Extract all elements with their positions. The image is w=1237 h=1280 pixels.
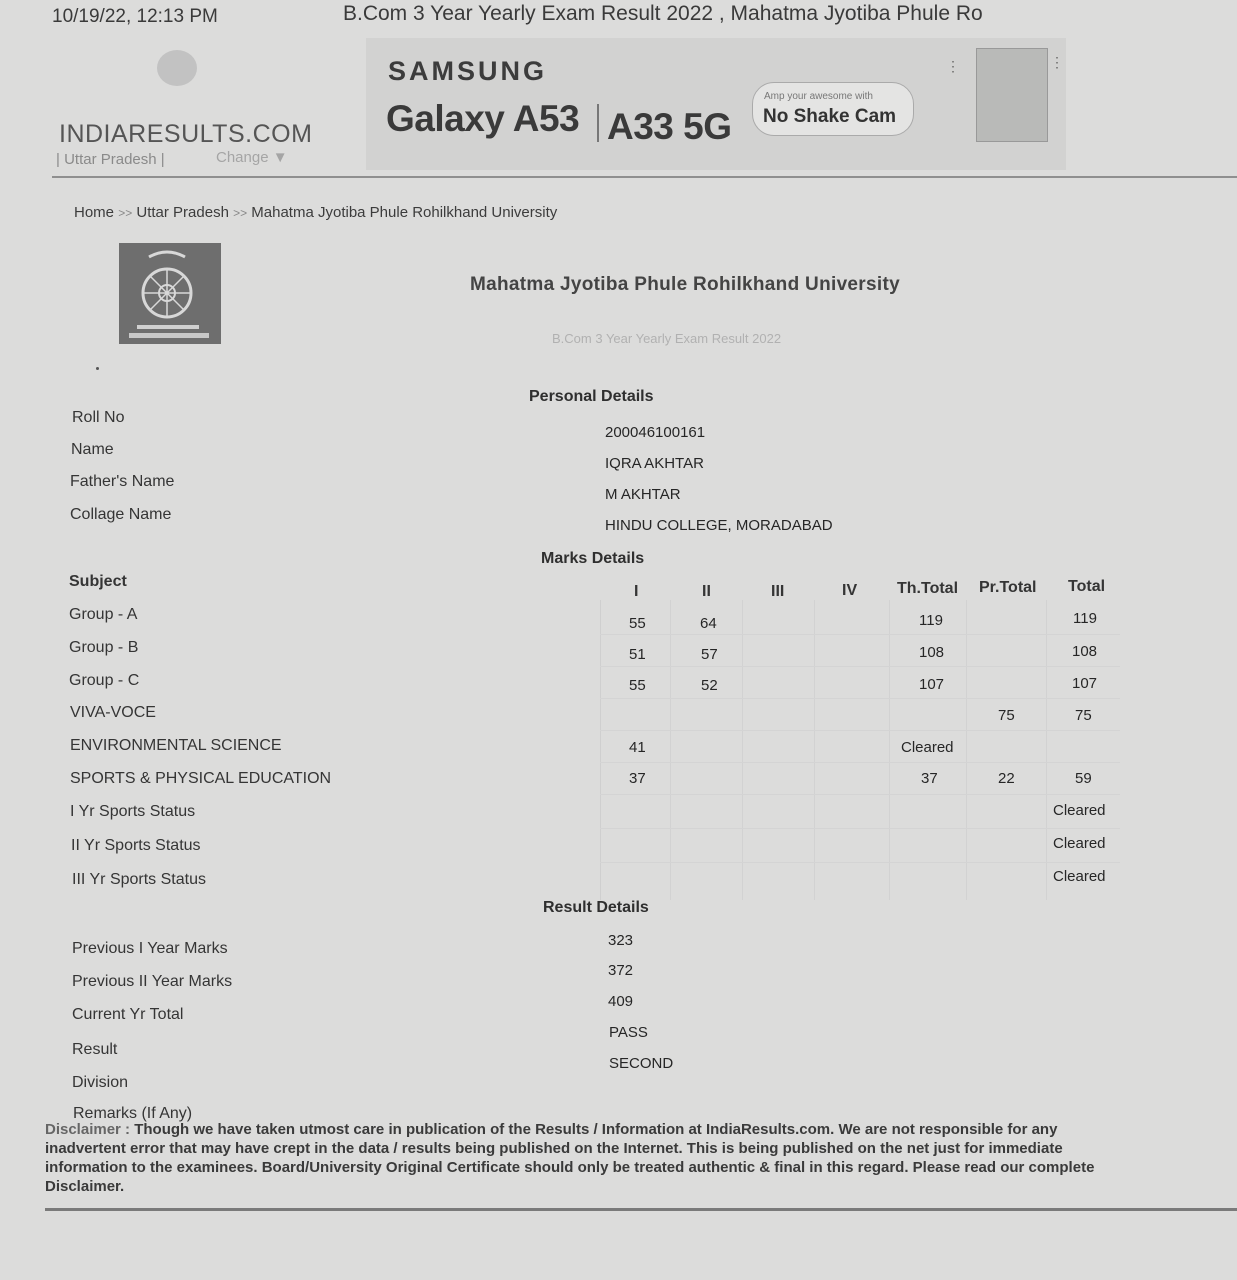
grid-hline bbox=[600, 862, 1120, 863]
breadcrumb bbox=[74, 204, 557, 221]
name-value: IQRA AKHTAR bbox=[605, 455, 704, 472]
result-details-heading: Result Details bbox=[543, 899, 649, 916]
prev-year-1-value: 323 bbox=[608, 932, 634, 949]
ad-model-b: A33 5G bbox=[607, 106, 732, 147]
division-label: Division bbox=[72, 1074, 129, 1091]
breadcrumb-state[interactable]: Uttar Pradesh bbox=[136, 204, 229, 221]
mark-cell: 107 bbox=[919, 676, 945, 693]
ad-tagline: Amp your awesome with bbox=[764, 91, 873, 102]
grid-hline bbox=[600, 698, 1120, 699]
mark-cell: 64 bbox=[700, 615, 717, 632]
mark-cell: Cleared bbox=[1053, 868, 1106, 885]
university-seal-logo bbox=[119, 243, 221, 344]
breadcrumb-university[interactable]: Mahatma Jyotiba Phule Rohilkhand University bbox=[251, 204, 558, 221]
mark-cell: Cleared bbox=[901, 739, 954, 756]
subject-name: VIVA-VOCE bbox=[70, 704, 156, 721]
column-header-pr-total: Pr.Total bbox=[979, 579, 1037, 596]
mark-cell: Cleared bbox=[1053, 802, 1106, 819]
column-header-iv: IV bbox=[842, 582, 858, 599]
mark-cell: 55 bbox=[629, 677, 646, 694]
mark-cell: 119 bbox=[919, 612, 943, 629]
marks-grid bbox=[600, 600, 1121, 900]
subject-name: Group - B bbox=[69, 639, 139, 656]
grid-vline bbox=[670, 600, 671, 900]
print-doc-title: B.Com 3 Year Yearly Exam Result 2022 , Mahatma Jyotiba Phule Ro bbox=[343, 2, 983, 25]
mark-cell: 22 bbox=[998, 770, 1015, 787]
subject-name: II Yr Sports Status bbox=[71, 837, 201, 854]
breadcrumb-separator-2: >> bbox=[233, 206, 248, 220]
mark-cell: 52 bbox=[701, 677, 718, 694]
mark-cell: 75 bbox=[1075, 707, 1092, 724]
subject-name: ENVIRONMENTAL SCIENCE bbox=[70, 737, 282, 754]
disclaimer-text: Though we have taken utmost care in publication of the Results / Information at IndiaResults.com. We are not responsible for any inadvertent error that may have crept in the data / results being published on the Internet. This is being published on the net just for immediate information to the examinees. Board/University Original Certificate should only be treated authentic & final in this regard. Please read our complete Disclaimer. bbox=[45, 1121, 1095, 1195]
header-divider bbox=[52, 176, 1237, 178]
footer-divider bbox=[45, 1208, 1237, 1211]
mark-cell: 75 bbox=[998, 707, 1015, 724]
result-label: Result bbox=[72, 1041, 118, 1058]
grid-vline bbox=[966, 600, 967, 900]
state-label: | Uttar Pradesh | bbox=[56, 151, 165, 168]
change-state-link[interactable]: Change ▼ bbox=[216, 149, 288, 166]
mark-cell: 59 bbox=[1075, 770, 1092, 787]
column-header-ii: II bbox=[702, 583, 711, 600]
grid-hline bbox=[600, 634, 1120, 635]
college-name-value: HINDU COLLEGE, MORADABAD bbox=[605, 517, 833, 534]
subject-name: Group - A bbox=[69, 606, 138, 623]
grid-hline bbox=[600, 762, 1120, 763]
mark-cell: 37 bbox=[629, 770, 646, 787]
column-header-iii: III bbox=[771, 583, 785, 600]
current-total-value: 409 bbox=[608, 993, 634, 1010]
ad-brand: SAMSUNG bbox=[388, 56, 548, 86]
mark-cell: 108 bbox=[1072, 643, 1098, 660]
mark-cell: 55 bbox=[629, 615, 646, 632]
breadcrumb-home[interactable]: Home bbox=[74, 204, 115, 221]
subject-column-header: Subject bbox=[69, 573, 127, 590]
mark-cell: 41 bbox=[629, 739, 646, 756]
mark-cell: 37 bbox=[921, 770, 938, 787]
college-name-label: Collage Name bbox=[70, 506, 172, 523]
remarks-label: Remarks (If Any) bbox=[73, 1105, 193, 1122]
ad-model-a: Galaxy A53 bbox=[386, 98, 580, 139]
name-label: Name bbox=[71, 441, 114, 458]
prev-year-2-value: 372 bbox=[608, 962, 634, 979]
subject-name: Group - C bbox=[69, 672, 140, 689]
grid-vline bbox=[889, 600, 890, 900]
grid-vline bbox=[814, 600, 815, 900]
mark-cell: Cleared bbox=[1053, 835, 1106, 852]
disclaimer bbox=[45, 1120, 1125, 1196]
page-title: Mahatma Jyotiba Phule Rohilkhand University bbox=[470, 274, 900, 295]
disclaimer-lead: Disclaimer : bbox=[45, 1121, 131, 1138]
mark-cell: 57 bbox=[701, 646, 718, 663]
mark-cell: 107 bbox=[1072, 675, 1098, 692]
grid-hline bbox=[600, 666, 1120, 667]
breadcrumb-separator: >> bbox=[118, 206, 133, 220]
grid-vline bbox=[742, 600, 743, 900]
grid-hline bbox=[600, 794, 1120, 795]
grid-hline bbox=[600, 828, 1120, 829]
personal-details-heading: Personal Details bbox=[529, 388, 654, 405]
grid-vline bbox=[1046, 600, 1047, 900]
column-header-total: Total bbox=[1068, 578, 1106, 595]
grid-hline bbox=[600, 730, 1120, 731]
marks-details-heading: Marks Details bbox=[541, 550, 645, 567]
father-name-value: M AKHTAR bbox=[605, 486, 681, 503]
roll-no-value: 200046100161 bbox=[605, 424, 706, 441]
mark-cell: 51 bbox=[629, 646, 646, 663]
subject-name: I Yr Sports Status bbox=[70, 803, 196, 820]
prev-year-2-label: Previous II Year Marks bbox=[72, 973, 233, 990]
stray-dot bbox=[96, 367, 99, 370]
mark-cell: 119 bbox=[1073, 610, 1097, 627]
page-subtitle: B.Com 3 Year Yearly Exam Result 2022 bbox=[552, 331, 782, 346]
print-datetime: 10/19/22, 12:13 PM bbox=[52, 6, 218, 27]
site-logo[interactable]: INDIARESULTS.COM bbox=[59, 120, 313, 148]
ad-separator bbox=[597, 104, 599, 142]
result-value: PASS bbox=[609, 1024, 648, 1041]
prev-year-1-label: Previous I Year Marks bbox=[72, 940, 228, 957]
subject-name: III Yr Sports Status bbox=[72, 871, 206, 888]
current-total-label: Current Yr Total bbox=[72, 1006, 184, 1023]
column-header-th-total: Th.Total bbox=[897, 580, 959, 597]
roll-no-label: Roll No bbox=[72, 409, 125, 426]
indiaresults-logo-icon bbox=[157, 50, 197, 86]
ad-camera-dots-icon-right: ⋮ bbox=[1050, 54, 1064, 70]
ad-phone-image bbox=[976, 48, 1048, 142]
ad-feature: No Shake Cam bbox=[763, 106, 897, 127]
subject-name: SPORTS & PHYSICAL EDUCATION bbox=[70, 770, 332, 787]
division-value: SECOND bbox=[609, 1055, 674, 1072]
mark-cell: 108 bbox=[919, 644, 945, 661]
column-header-i: I bbox=[634, 583, 639, 600]
ad-camera-dots-icon: ⋮ bbox=[946, 58, 960, 74]
father-name-label: Father's Name bbox=[70, 473, 175, 490]
